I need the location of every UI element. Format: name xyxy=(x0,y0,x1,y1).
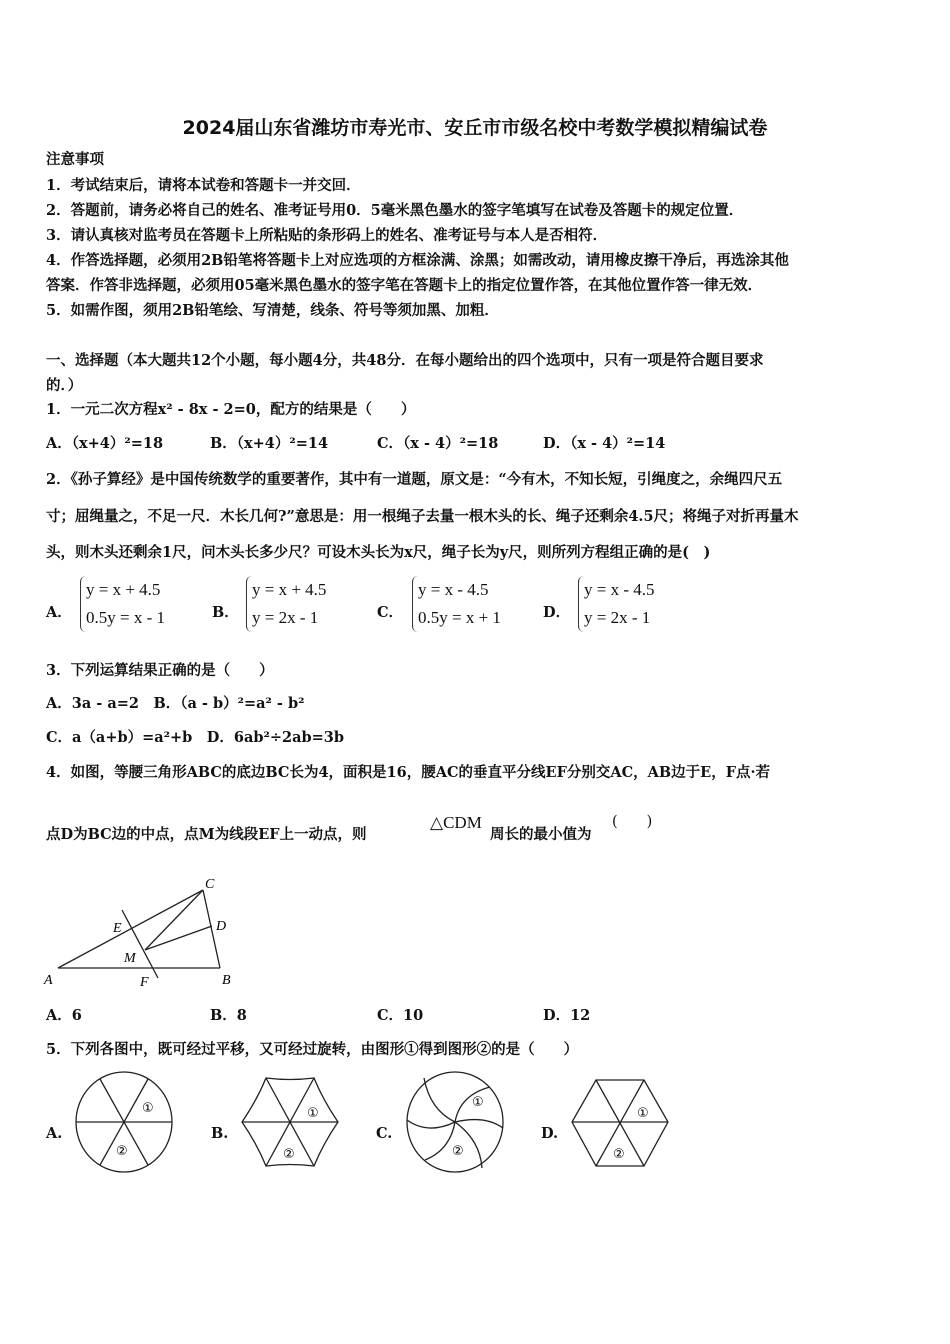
label-e: E xyxy=(113,921,122,936)
q5-figure-c xyxy=(400,1070,510,1175)
q2-option-a-label: A． xyxy=(46,604,72,621)
label-d: D xyxy=(216,919,227,934)
q2-option-b-system: y = x + 4.5 y = 2x - 1 xyxy=(246,576,326,632)
label-a: A xyxy=(44,973,53,988)
q2-option-d-label: D． xyxy=(543,604,571,621)
note-item: 2．答题前，请务必将自己的姓名、准考证号用0．5毫米黑色墨水的签字笔填写在试卷及答题卡的规定位置． xyxy=(46,202,744,219)
label-c: C xyxy=(205,877,215,892)
note-item: 答案．作答非选择题，必须用05毫米黑色墨水的签字笔在答题卡上的指定位置作答，在其他位置作答一律无效． xyxy=(46,277,763,294)
svg-text:①: ① xyxy=(142,1101,154,1116)
q2-option-a-system: y = x + 4.5 0.5y = x - 1 xyxy=(80,576,165,632)
q4-option-a: A．6 xyxy=(46,1007,82,1024)
page-title: 2024届山东省潍坊市寿光市、安丘市市级名校中考数学模拟精编试卷 xyxy=(182,117,768,139)
q3-options-ab: A．3a - a=2 B．（a - b）²=a² - b² xyxy=(46,695,305,712)
q2-option-c-system: y = x - 4.5 0.5y = x + 1 xyxy=(412,576,501,632)
q4-triangle-figure xyxy=(0,860,260,995)
q5-figure-b xyxy=(235,1070,345,1175)
q5-figure-a xyxy=(70,1070,180,1175)
label-b: B xyxy=(222,973,231,988)
svg-text:②: ② xyxy=(283,1147,295,1162)
label-m: M xyxy=(124,951,136,966)
q2-stem: 头，则木头还剩余1尺，问木头长多少尺？可设木头长为x尺，绳子长为y尺，则所列方程组正确的是( ) xyxy=(46,544,711,561)
q2-stem: 2．《孙子算经》是中国传统数学的重要著作，其中有一道题，原文是：“今有木，不知长短，引绳度之，余绳四尺五 xyxy=(46,471,783,488)
q3-stem: 3．下列运算结果正确的是（ ） xyxy=(46,662,274,679)
q2-option-b-label: B． xyxy=(212,604,239,621)
section-heading: 一、选择题（本大题共12个小题，每小题4分，共48分．在每小题给出的四个选项中，只有一项是符合题目要求 xyxy=(46,352,764,369)
svg-text:①: ① xyxy=(637,1106,649,1121)
q5-option-d-label: D. xyxy=(541,1125,559,1142)
q1-option-c: C．（x - 4）²=18 xyxy=(377,435,499,452)
q3-options-cd: C．a（a+b）=a²+b D．6ab²÷2ab=3b xyxy=(46,729,345,746)
notes-heading: 注意事项 xyxy=(46,151,104,168)
q5-option-c-label: C. xyxy=(376,1125,393,1142)
svg-text:②: ② xyxy=(613,1147,625,1162)
q4-option-c: C．10 xyxy=(377,1007,424,1024)
svg-text:②: ② xyxy=(116,1144,128,1159)
q4-stem-end: 周长的最小值为 xyxy=(490,826,592,843)
q4-option-b: B．8 xyxy=(210,1007,247,1024)
q1-option-b: B．（x+4）²=14 xyxy=(210,435,329,452)
q1-stem: 1．一元二次方程x² - 8x - 2=0，配方的结果是（ ） xyxy=(46,401,416,418)
q5-option-b-label: B. xyxy=(211,1125,229,1142)
q5-stem: 5．下列各图中，既可经过平移，又可经过旋转，由图形①得到图形②的是（ ） xyxy=(46,1041,579,1058)
section-heading-cont: 的．） xyxy=(46,377,83,394)
note-item: 3．请认真核对监考员在答题卡上所粘贴的条形码上的姓名、准考证号与本人是否相符． xyxy=(46,227,608,244)
note-item: 1．考试结束后，请将本试卷和答题卡一并交回． xyxy=(46,177,361,194)
q1-option-d: D．（x - 4）²=14 xyxy=(543,435,666,452)
q4-stem-cont: 点D为BC边的中点，点M为线段EF上一动点，则 xyxy=(46,826,367,843)
note-item: 5．如需作图，须用2B铅笔绘、写清楚，线条、符号等须加黑、加粗． xyxy=(46,302,499,319)
label-f: F xyxy=(140,975,149,990)
q1-option-a: A．（x+4）²=18 xyxy=(46,435,164,452)
note-item: 4．作答选择题，必须用2B铅笔将答题卡上对应选项的方框涂满、涂黑；如需改动，请用橡皮擦干净后，再选涂其他 xyxy=(46,252,789,269)
q2-option-c-label: C． xyxy=(377,604,404,621)
q2-stem: 寸；屈绳量之，不足一尺．木长几何?”意思是：用一根绳子去量一根木头的长、绳子还剩余4.5尺；将绳子对折再量木 xyxy=(46,508,799,525)
q2-option-d-system: y = x - 4.5 y = 2x - 1 xyxy=(578,576,655,632)
q5-option-a-label: A. xyxy=(46,1125,63,1142)
q5-figure-d xyxy=(565,1070,675,1175)
q4-stem: 4．如图，等腰三角形ABC的底边BC长为4，面积是16，腰AC的垂直平分线EF分别交AC，AB边于E，F点·若 xyxy=(46,764,771,781)
svg-text:①: ① xyxy=(307,1106,319,1121)
q4-answer-paren: ( ) xyxy=(612,814,653,830)
svg-text:①: ① xyxy=(472,1095,484,1110)
q4-triangle-cdm: △CDM xyxy=(430,813,482,832)
q4-option-d: D．12 xyxy=(543,1007,591,1024)
svg-text:②: ② xyxy=(452,1144,464,1159)
